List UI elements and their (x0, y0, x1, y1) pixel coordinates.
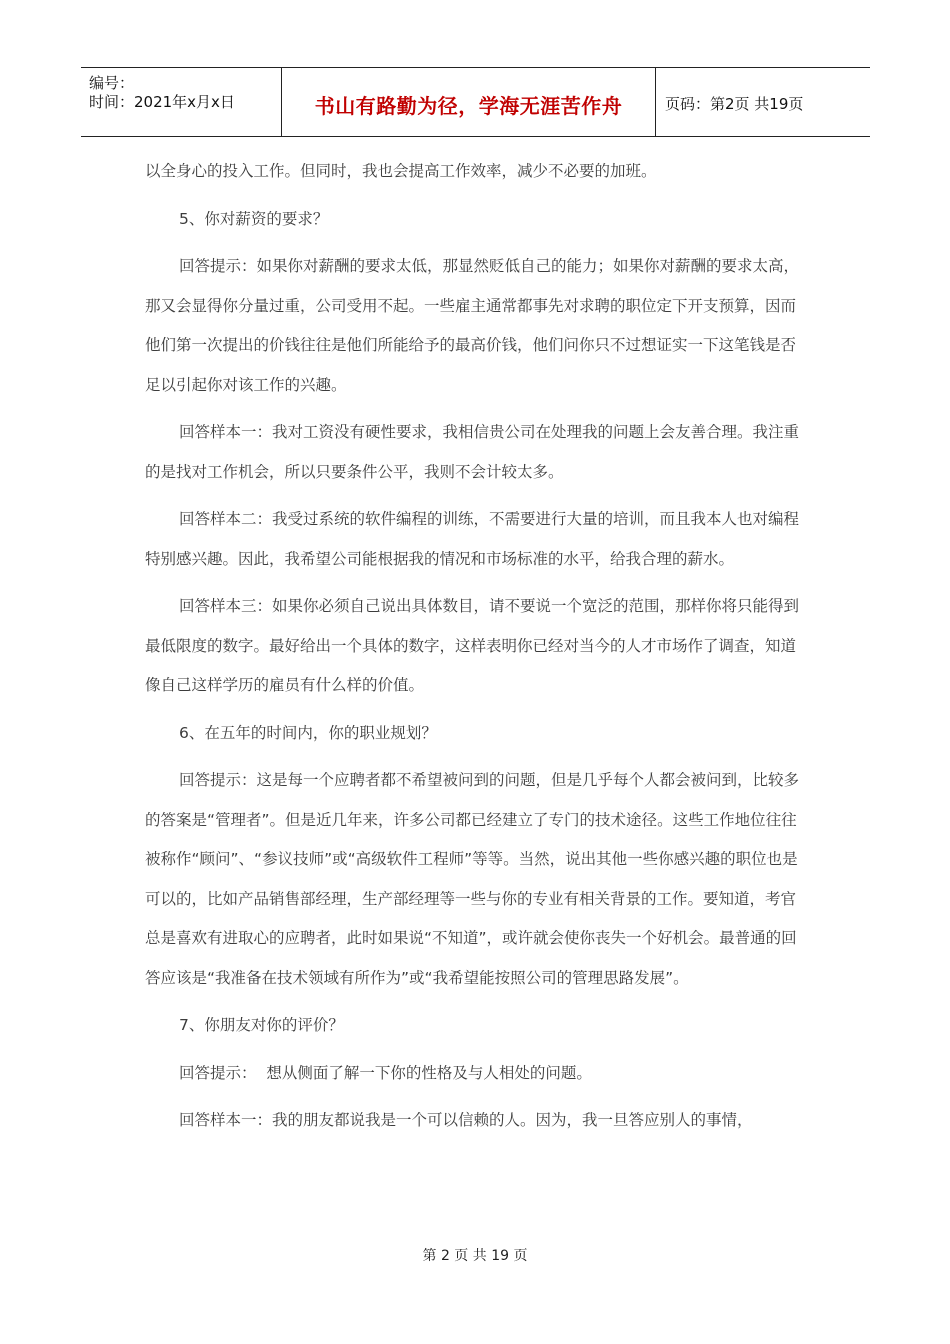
document-body (145, 152, 805, 1149)
paragraph: 回答样本三：如果你必须自己说出具体数目，请不要说一个宽泛的范围，那样你将只能得到最低限度的数字。最好给出一个具体的数字，这样表明你已经对当今的人才市场作了调查，知道像自己这样学历的雇员有什么样的价值。 (145, 597, 800, 694)
paragraph: 回答提示：如果你对薪酬的要求太低，那显然贬低自己的能力；如果你对薪酬的要求太高，那又会显得你分量过重，公司受用不起。一些雇主通常都事先对求聘的职位定下开支预算，因而他们第一次提出的价钱往往是他们所能给予的最高价钱，他们问你只不过想证实一下这笔钱是否足以引起你对该工作的兴趣。 (145, 257, 800, 394)
question-heading: 6、在五年的时间内，你的职业规划？ (179, 723, 437, 742)
paragraph: 回答样本一：我对工资没有硬性要求，我相信贵公司在处理我的问题上会友善合理。我注重的是找对工作机会，所以只要条件公平，我则不会计较太多。 (145, 423, 800, 481)
question-heading: 7、你朋友对你的评价？ (179, 1016, 344, 1034)
serial-label: 编号： (89, 74, 135, 92)
page-footer: 第 2 页 共 19 页 (422, 1248, 528, 1264)
header-motto-cell (282, 68, 656, 136)
header-page-label: 页码：第2页 共19页 (665, 95, 804, 113)
date-label: 时间：2021年x月x日 (89, 93, 235, 111)
header-page-cell (656, 68, 870, 136)
question-heading: 5、你对薪资的要求？ (179, 209, 329, 228)
document-header (81, 67, 870, 137)
paragraph: 回答提示：这是每一个应聘者都不希望被问到的问题，但是几乎每个人都会被问到，比较多的答案是“管理者”。但是近几年来，许多公司都已经建立了专门的技术途径。这些工作地位往往被称作“顾问”、“参议技师”或“高级软件工程师”等等。当然，说出其他一些你感兴趣的职位也是可以的，比如产品销售部经理，生产部经理等一些与你的专业有相关背景的工作。要知道，考官总是喜欢有进取心的应聘者，此时如果说“不知道”，或许就会使你丧失一个好机会。最普通的回答应该是“我准备在技术领域有所作为”或“我希望能按照公司的管理思路发展”。 (145, 771, 800, 987)
paragraph: 回答样本一：我的朋友都说我是一个可以信赖的人。因为，我一旦答应别人的事情， (179, 1111, 753, 1129)
paragraph: 回答提示： 想从侧面了解一下你的性格及与人相处的问题。 (179, 1063, 592, 1082)
header-meta-cell (81, 68, 282, 136)
header-motto: 书山有路勤为径，学海无涯苦作舟 (314, 94, 623, 118)
paragraph: 回答样本二：我受过系统的软件编程的训练，不需要进行大量的培训，而且我本人也对编程特别感兴趣。因此，我希望公司能根据我的情况和市场标准的水平，给我合理的薪水。 (145, 510, 800, 568)
paragraph: 以全身心的投入工作。但同时，我也会提高工作效率，减少不必要的加班。 (145, 162, 657, 180)
